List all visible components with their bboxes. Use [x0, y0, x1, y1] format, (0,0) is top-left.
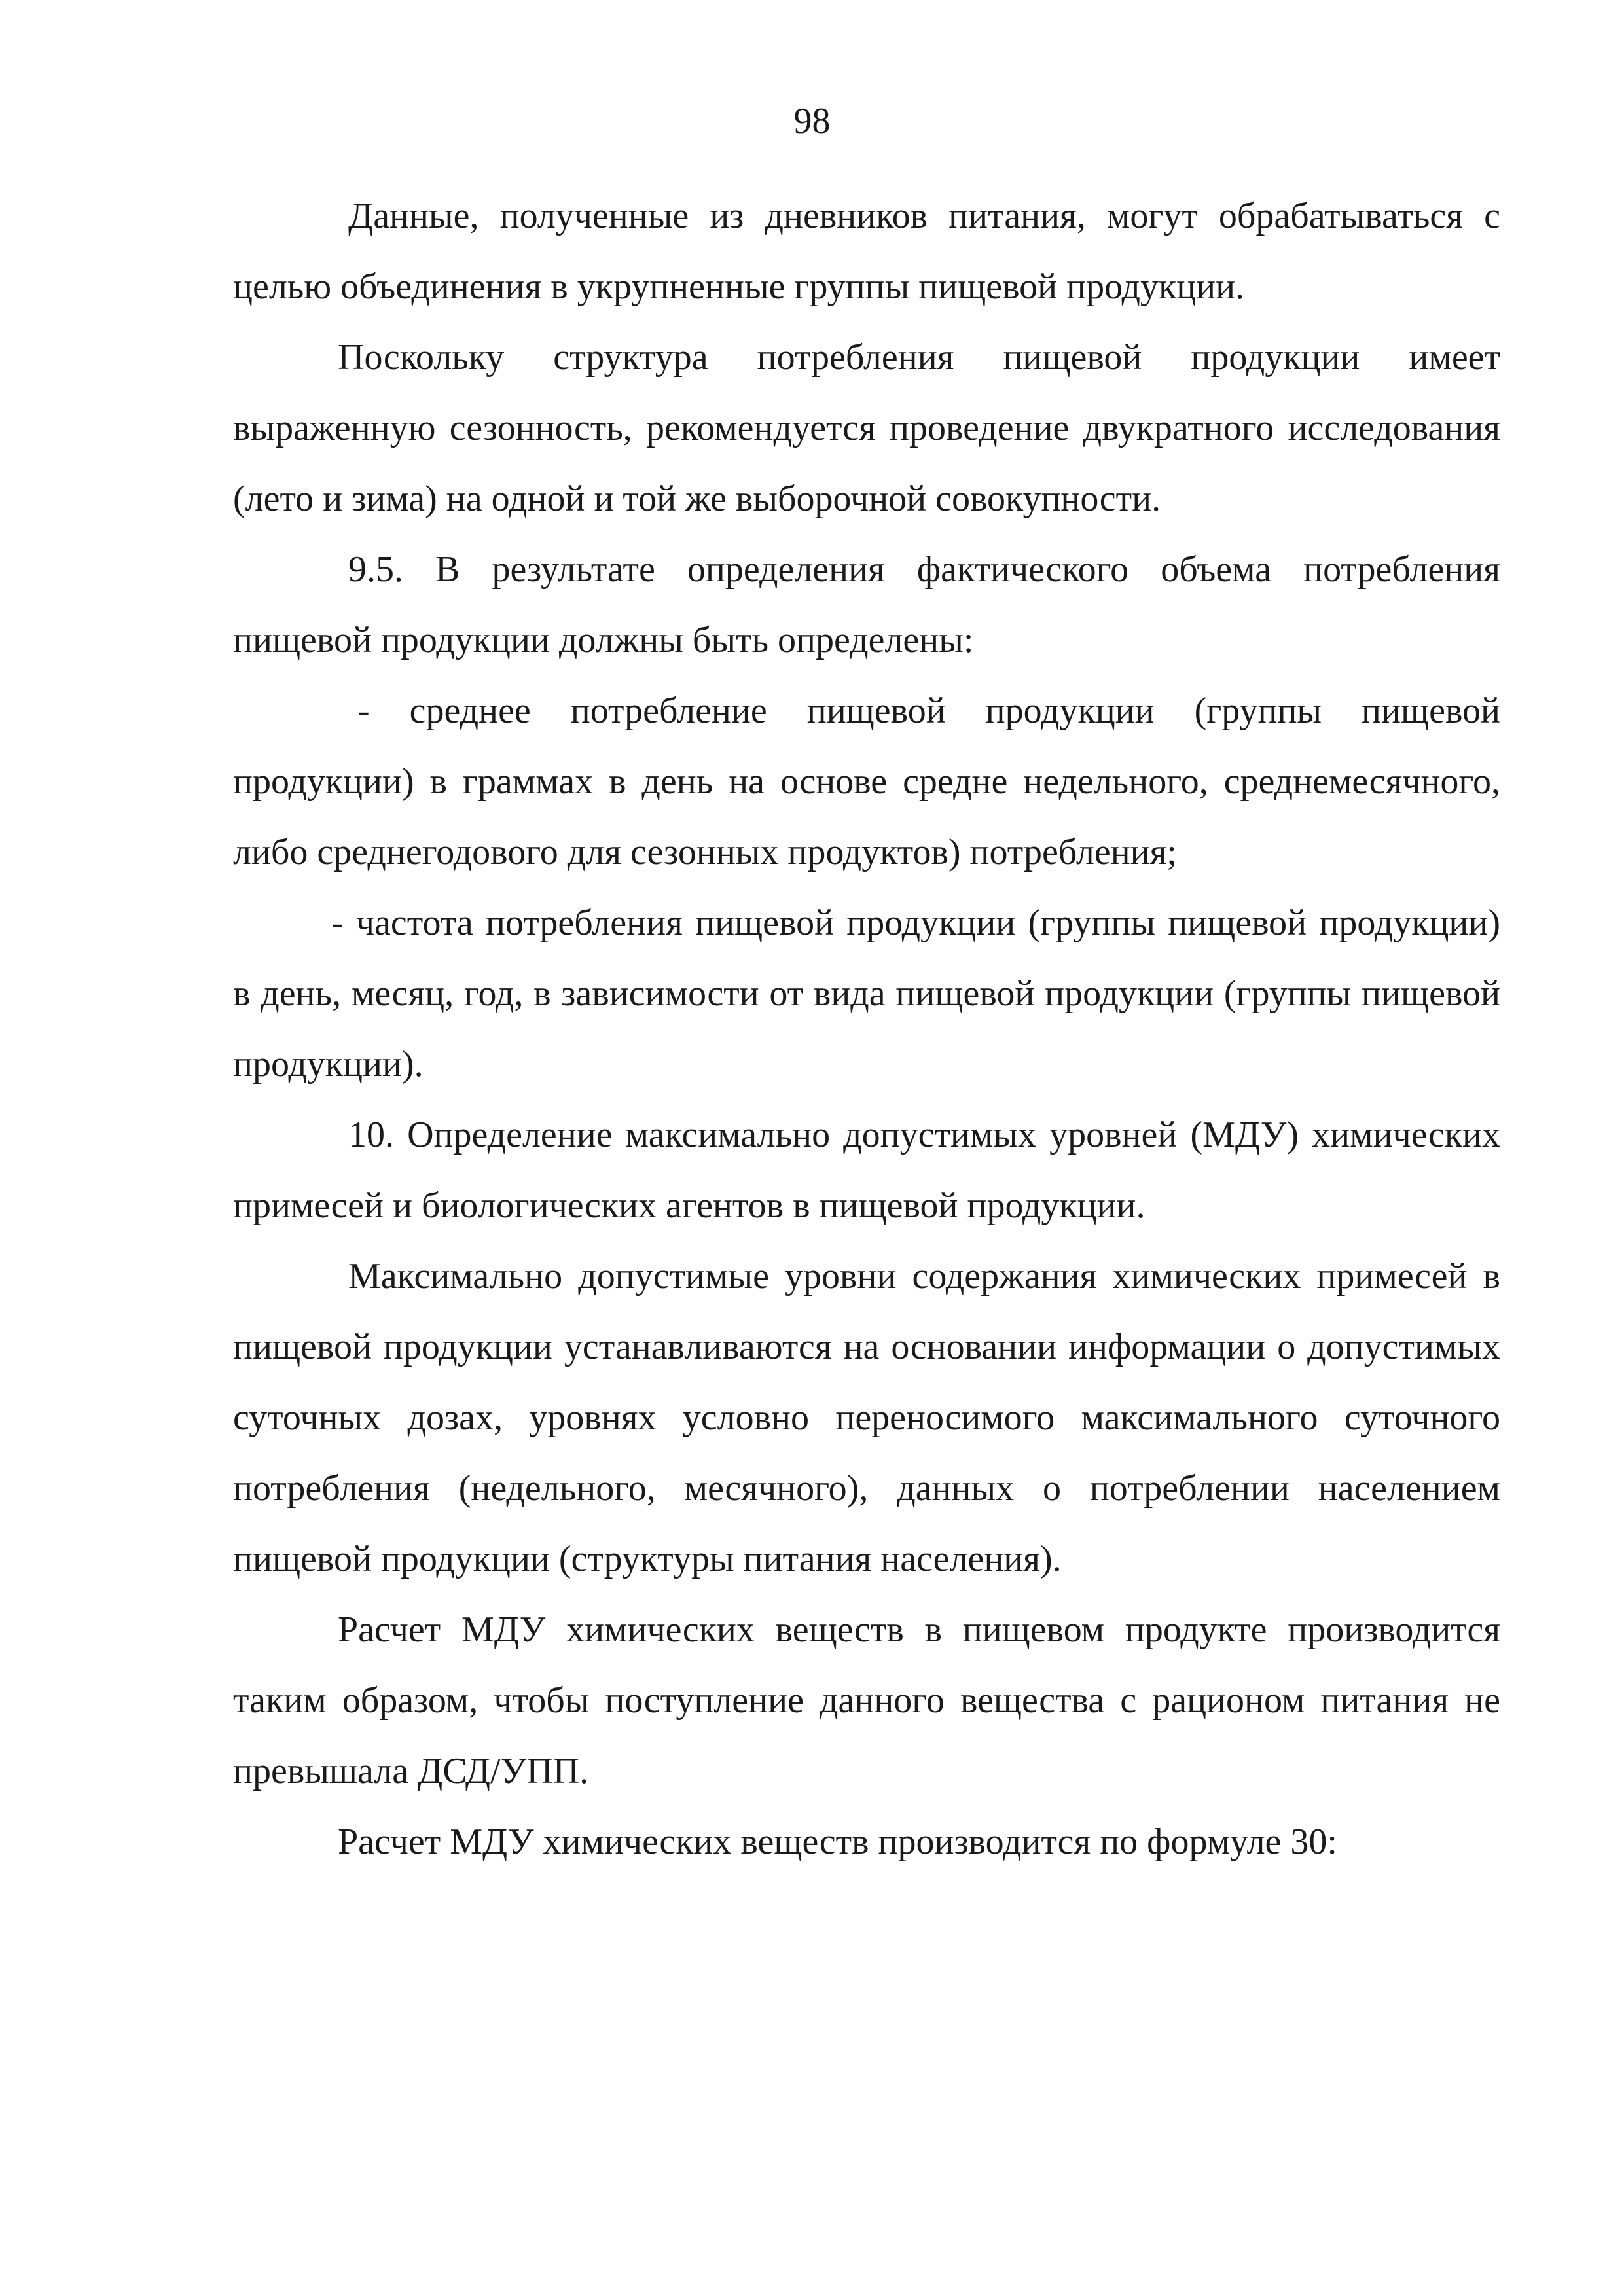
paragraph-formula-reference: Расчет МДУ химических веществ производится по формуле 30:	[338, 1821, 1337, 1862]
page-number: 98	[793, 101, 831, 141]
paragraph-section-9-5: 9.5. В результате определения фактического объема потребления пищевой продукции должны быть определены:	[233, 549, 1500, 660]
paragraph-mdu-calculation: Расчет МДУ химических веществ в пищевом продукте производится таким образом, чтобы поступление данного вещества с рационом питания не превышала ДСД/УПП.	[233, 1609, 1500, 1791]
document-body	[233, 181, 1500, 1877]
paragraph-mdu-basis: Максимально допустимые уровни содержания химических примесей в пищевой продукции устанавливаются на основании информации о допустимых суточных дозах, уровнях условно переносимого максимального суточного потребления (недельного, месячного), данных о потреблении населением пищевой продукции (структуры питания населения).	[233, 1256, 1500, 1579]
list-item-average-consumption: - среднее потребление пищевой продукции (группы пищевой продукции) в граммах в день на основе средне недельного, среднемесячного, либо среднегодового для сезонных продуктов) потребления;	[233, 691, 1500, 872]
list-item-consumption-frequency: - частота потребления пищевой продукции (группы пищевой продукции) в день, месяц, год, в зависимости от вида пищевой продукции (группы пищевой продукции).	[233, 903, 1500, 1085]
paragraph-section-10-heading: 10. Определение максимально допустимых уровней (МДУ) химических примесей и биологических агентов в пищевой продукции.	[233, 1115, 1500, 1226]
paragraph-seasonality: Поскольку структура потребления пищевой продукции имеет выраженную сезонность, рекомендуется проведение двукратного исследования (лето и зима) на одной и той же выборочной совокупности.	[233, 337, 1500, 519]
paragraph-food-diaries: Данные, полученные из дневников питания, могут обрабатываться с целью объединения в укрупненные группы пищевой продукции.	[233, 196, 1500, 307]
